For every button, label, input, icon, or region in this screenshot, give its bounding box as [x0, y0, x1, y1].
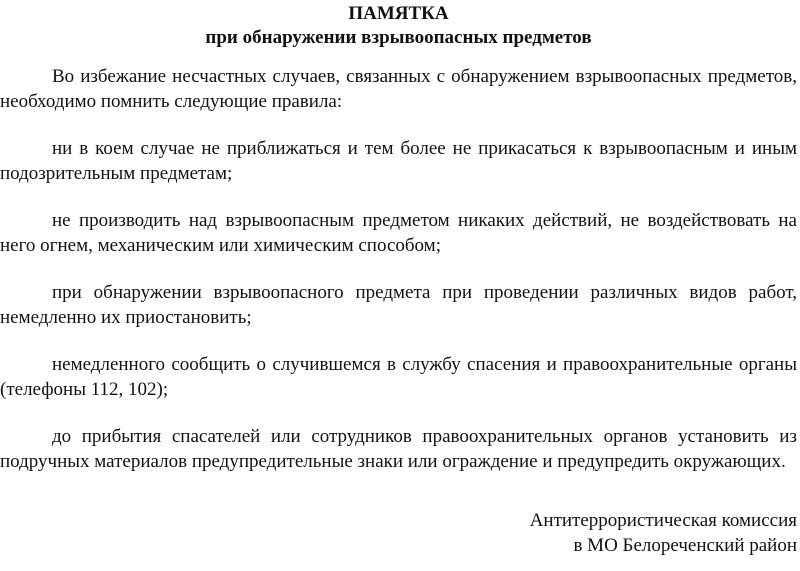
document-title: ПАМЯТКА: [348, 3, 449, 24]
rule-paragraph-5: до прибытия спасателей или сотрудников правоохранительных органов установить из подручных материалов предупредительные знаки или ограждение и предупредить окружающих.: [0, 426, 797, 472]
document-body: [0, 64, 797, 474]
signature-block: [530, 508, 797, 558]
signature-line-district: в МО Белореченский район: [573, 535, 797, 556]
signature-line-commission: Антитеррористическая комиссия: [529, 510, 797, 531]
document-subtitle: при обнаружении взрывоопасных предметов: [205, 27, 592, 48]
intro-paragraph: Во избежание несчастных случаев, связанных с обнаружением взрывоопасных предметов, необходимо помнить следующие правила:: [0, 66, 797, 112]
rule-paragraph-2: не производить над взрывоопасным предметом никаких действий, не воздействовать на него огнем, механическим или химическим способом;: [0, 210, 797, 256]
rule-paragraph-4: немедленного сообщить о случившемся в службу спасения и правоохранительные органы (телефоны 112, 102);: [0, 354, 797, 400]
rule-paragraph-1: ни в коем случае не приближаться и тем более не прикасаться к взрывоопасным и иным подозрительным предметам;: [0, 138, 797, 184]
rule-paragraph-3: при обнаружении взрывоопасного предмета при проведении различных видов работ, немедленно их приостановить;: [0, 282, 797, 328]
